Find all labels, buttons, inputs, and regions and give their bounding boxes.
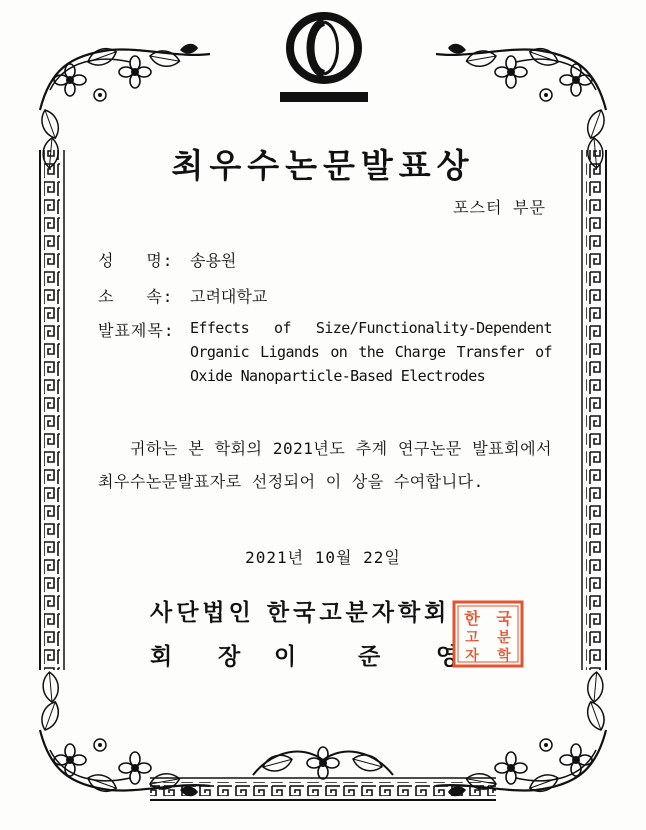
certificate-title: 최우수논문발표상 bbox=[171, 146, 475, 185]
affiliation-row bbox=[98, 284, 267, 307]
award-statement: 귀하는 본 학회의 2021년도 추계 연구논문 발표회에서 최우수논문발표자로 선정되어 이 상을 수여합니다. bbox=[98, 439, 552, 491]
official-seal-stamp bbox=[452, 600, 524, 668]
bottom-meander-band bbox=[150, 782, 496, 796]
svg-text:국: 국 bbox=[496, 609, 512, 628]
svg-text:학: 학 bbox=[497, 648, 511, 664]
president-char: 준 bbox=[358, 643, 381, 670]
left-meander-band bbox=[44, 150, 60, 670]
award-category: 포스터 부문 bbox=[453, 198, 546, 217]
affiliation-value: 고려대학교 bbox=[190, 287, 268, 306]
svg-text:고: 고 bbox=[465, 630, 479, 646]
presentation-row bbox=[98, 318, 190, 341]
svg-text:분: 분 bbox=[497, 630, 511, 646]
name-label: 성 명: bbox=[98, 251, 174, 270]
presentation-label: 발표제목: bbox=[98, 321, 175, 340]
organization-name: 사단법인 한국고분자학회 bbox=[150, 599, 451, 626]
name-value: 송용원 bbox=[190, 251, 237, 270]
affiliation-label: 소 속: bbox=[98, 287, 174, 306]
right-meander-band bbox=[586, 150, 602, 670]
president-char: 장 bbox=[218, 643, 241, 670]
presentation-title: Effects of Size/Functionality-Dependent Organic Ligands on the Charge Transfer of Oxide Nanoparticle-Based Electrodes bbox=[190, 319, 552, 385]
award-date: 2021년 10월 22일 bbox=[245, 548, 401, 567]
president-char: 영 bbox=[436, 643, 459, 670]
name-row bbox=[98, 248, 236, 271]
svg-text:한: 한 bbox=[464, 609, 480, 628]
president-char: 회 bbox=[150, 643, 173, 670]
society-emblem-icon bbox=[276, 8, 372, 108]
president-char: 이 bbox=[274, 643, 297, 670]
svg-text:자: 자 bbox=[465, 648, 479, 664]
